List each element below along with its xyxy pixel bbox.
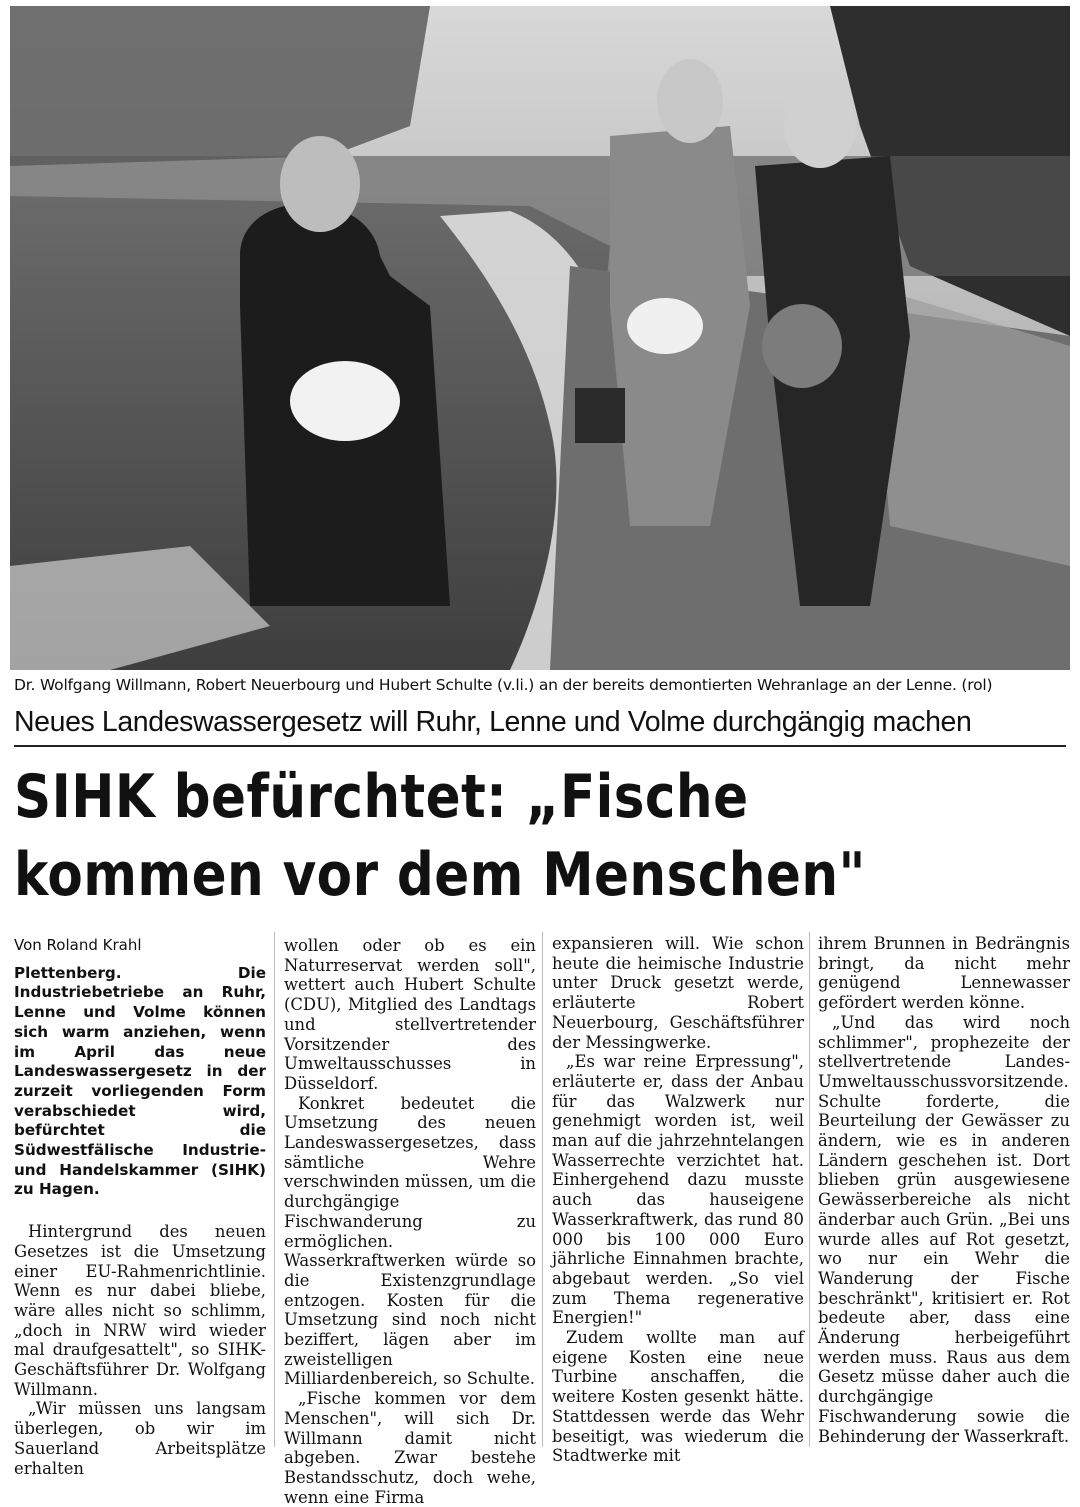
weir-box <box>575 388 625 443</box>
stone-left <box>290 361 400 441</box>
byline: Von Roland Krahl <box>14 936 142 954</box>
paragraph: „Und das wird noch schlimmer", prophezeite der stellvertretende Landes-Umweltausschussvorsitzende. Schulte forderte, die Beurteilung der Gewässer zu ändern, wie es in anderen Ländern geschehen ist. Dort blieben grün ausgewiesene Gewässerbereiche als nicht änderbar auch Grün. „Bei uns wurde alles auf Rot gesetzt, wo nur ein Wehr die Wanderung der Fische beschränkt", kritisiert er. Rot bedeute aber, dass eine Änderung herbeigeführt werden muss. Raus aus dem Gesetz müsse daher auch die durchgängige Fischwanderung sowie die Behinderung der Wasserkraft. <box>818 1012 1070 1446</box>
subheadline: Neues Landeswassergesetz will Ruhr, Lenne und Volme durchgängig machen <box>14 706 972 738</box>
stone-middle <box>627 298 703 354</box>
photo-scene <box>10 6 1070 670</box>
headline <box>14 758 926 914</box>
headline-line-2: kommen vor dem Menschen" <box>14 840 866 910</box>
paragraph: expansieren will. Wie schon heute die heimische Industrie unter Druck gesetzt werde, erläuterte Robert Neuerbourg, Geschäftsführer der Messingwerke. <box>552 934 804 1052</box>
hill-left <box>10 6 430 166</box>
paragraph: Zudem wollte man auf eigene Kosten eine neue Turbine anschaffen, die weitere Kosten gesenkt hätte. Stattdessen werde das Wehr beseitigt, was wiederum die Stadtwerke mit <box>552 1328 804 1466</box>
divider <box>14 745 1066 747</box>
headline-line-1: SIHK befürchtet: „Fische <box>14 762 749 832</box>
person-left-head <box>280 136 360 232</box>
column-3 <box>552 934 804 1466</box>
column-4 <box>818 934 1070 1446</box>
paragraph: Hintergrund des neuen Gesetzes ist die Umsetzung einer EU-Rahmenrichtlinie. Wenn es nur dabei bliebe, wäre alles nicht so schlimm, „doch in NRW wird wieder mal draufgesattelt", so SIHK-Geschäftsführer Dr. Wolfgang Willmann. <box>14 1222 266 1399</box>
lead-paragraph: Plettenberg. Die Industriebetriebe an Ruhr, Lenne und Volme können sich warm anziehen, wenn im April das neue Landeswassergesetz in der zurzeit vorliegenden Form verabschiedet wird, befürchtet die Südwestfälische Industrie- und Handelskammer (SIHK) zu Hagen. <box>14 963 266 1199</box>
column-divider <box>809 932 810 1447</box>
stone-right <box>762 304 842 388</box>
photo-caption: Dr. Wolfgang Willmann, Robert Neuerbourg und Hubert Schulte (v.li.) an der bereits demontierten Wehranlage an der Lenne. (rol) <box>14 676 993 694</box>
paragraph: Konkret bedeutet die Umsetzung des neuen Landeswassergesetzes, dass sämtliche Wehre verschwinden müssen, um die durchgängige Fischwanderung zu ermöglichen. Wasserkraftwerken würde so die Existenzgrundlage entzogen. Kosten für die Umsetzung sind noch nicht beziffert, lägen aber im zweistelligen Milliardenbereich, so Schulte. <box>284 1093 536 1389</box>
person-middle-head <box>657 59 723 143</box>
article-photo <box>10 6 1070 670</box>
person-right-head <box>784 84 856 168</box>
column-divider <box>274 932 275 1447</box>
column-2 <box>284 936 536 1507</box>
paragraph: ihrem Brunnen in Bedrängnis bringt, da nicht mehr genügend Lennewasser gefördert werden könne. <box>818 934 1070 1013</box>
paragraph: „Es war reine Erpressung", erläuterte er, dass der Anbau für das Walzwerk nur genehmigt worden ist, weil man auf die jahrzehntelangen Wasserrechte verzichtet hat. Einhergehend dazu musste auch das hauseigene Wasserkraftwerk, das rund 80 000 bis 100 000 Euro jährliche Einnahmen brachte, abgebaut werden. „So viel zum Thema regenerative Energien!" <box>552 1052 804 1328</box>
column-divider <box>542 932 543 1447</box>
paragraph: wollen oder ob es ein Naturreservat werden soll", wettert auch Hubert Schulte (CDU), Mitglied des Landtags und stellvertretender Vorsitzender des Umweltausschusses in Düsseldorf. <box>284 936 536 1093</box>
paragraph: „Wir müssen uns langsam überlegen, ob wir im Sauerland Arbeitsplätze erhalten <box>14 1399 266 1478</box>
column-1 <box>14 936 266 1478</box>
paragraph: „Fische kommen vor dem Menschen", will sich Dr. Willmann damit nicht abgeben. Zwar bestehe Bestandsschutz, doch wehe, wenn eine Firma <box>284 1389 536 1507</box>
